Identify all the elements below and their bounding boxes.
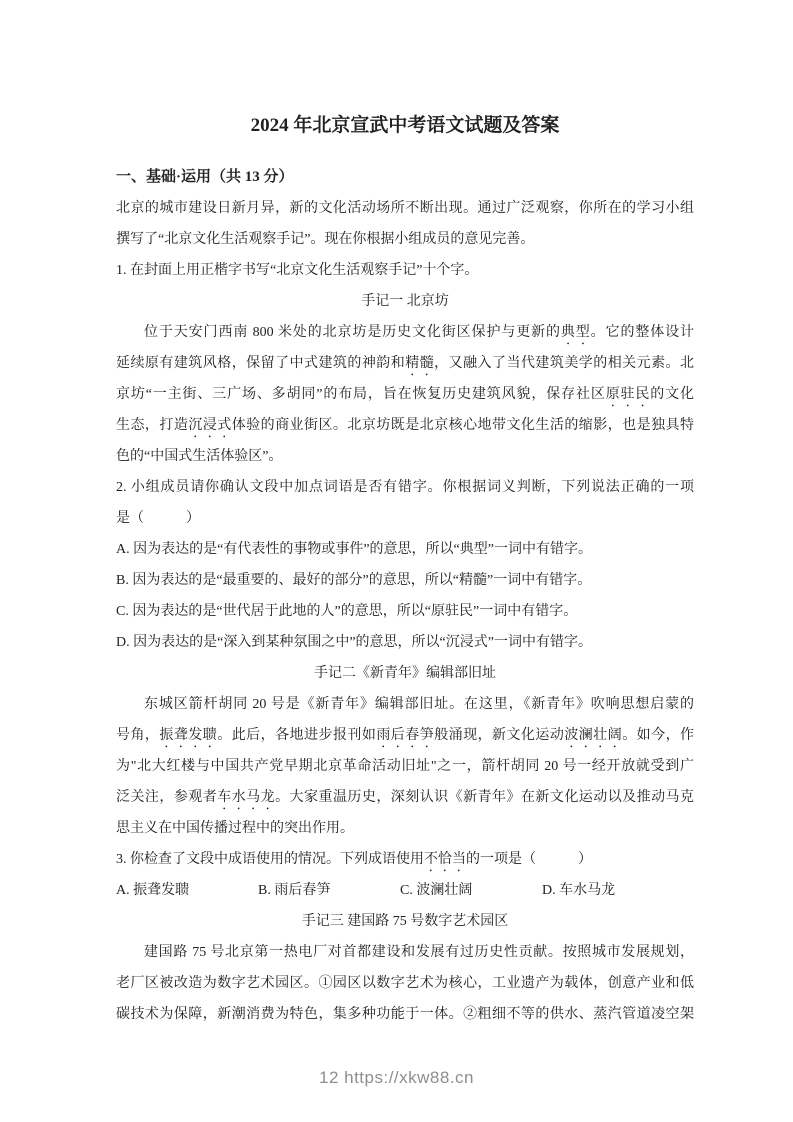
option-item: B. 雨后春笋	[258, 883, 331, 898]
text-line: A. 因为表达的是“有代表性的事物或事件”的意思，所以“典型”一词中有错字。	[116, 542, 592, 557]
text-line: 色的“中国式生活体验区”。	[116, 449, 283, 464]
text-line: 生态，打造沉浸式体验的商业街区。北京坊既是北京核心地带文化生活的缩影，也是独具特	[116, 418, 695, 433]
page-footer: 12 https://xkw88.cn	[318, 1068, 475, 1087]
text-line: 号角，振聋发聩。此后，各地进步报刊如雨后春笋般涌现，新文化运动波澜壮阔。如今，作	[116, 728, 695, 743]
text-line: 建国路 75 号北京第一热电厂对首都建设和发展有过历史性贡献。按照城市发展规划，	[144, 945, 694, 960]
option-item: D. 车水马龙	[542, 883, 616, 898]
emphasized-word: 波澜壮阔	[564, 728, 623, 743]
text-line: 为"北大红楼与中国共产党早期北京革命活动旧址"之一，箭杆胡同 20 号一经开放就受到广	[116, 759, 694, 774]
subheading: 手记二《新青年》编辑部旧址	[314, 666, 496, 681]
text-line: 1. 在封面上用正楷字书写“北京文化生活观察手记”十个字。	[116, 263, 479, 278]
emphasized-word: 车水马龙	[217, 790, 276, 805]
text-line: 老厂区被改造为数字艺术园区。①园区以数字艺术为核心，工业遗产为载体，创意产业和低	[116, 976, 694, 991]
subheading: 手记一 北京坊	[361, 294, 449, 309]
text-line: C. 因为表达的是“世代居于此地的人”的意思，所以“原驻民”一词中有错字。	[116, 604, 578, 619]
text-line: 东城区箭杆胡同 20 号是《新青年》编辑部旧址。在这里，《新青年》吹响思想启蒙的	[144, 697, 694, 712]
text-line: 2. 小组成员请你确认文段中加点词语是否有错字。你根据词义判断，下列说法正确的一项	[116, 480, 694, 495]
text-line: 3. 你检查了文段中成语使用的情况。下列成语使用不恰当的一项是（ ）	[116, 852, 592, 867]
text-line: 撰写了“北京文化生活观察手记”。现在你根据小组成员的意见完善。	[116, 232, 535, 247]
text-line: D. 因为表达的是“深入到某种氛围之中”的意思，所以“沉浸式”一词中有错字。	[116, 635, 592, 650]
option-item: C. 波澜壮阔	[400, 883, 473, 898]
emphasized-word: 振聋发聩	[159, 728, 218, 743]
emphasized-word: 不恰当	[424, 852, 466, 867]
emphasized-word: 雨后春笋	[376, 728, 435, 743]
emphasized-word: 原驻民	[605, 387, 651, 402]
subheading: 手记三 建国路 75 号数字艺术园区	[301, 914, 509, 929]
text-line: 碳技术为保障，新潮消费为特色，集多种功能于一体。②粗细不等的供水、蒸汽管道凌空架	[116, 1007, 694, 1022]
emphasized-word: 典型	[560, 325, 591, 340]
text-line: 是（ ）	[116, 511, 200, 526]
emphasized-word: 精髓	[405, 356, 435, 371]
text-line: 泛关注，参观者车水马龙。大家重温历史，深刻认识《新青年》在新文化运动以及推动马克	[116, 790, 695, 805]
options-row	[116, 875, 694, 906]
text-line: 京坊“一主街、三广场、多胡同”的布局，旨在恢复历史建筑风貌，保存社区原驻民的文化	[116, 387, 695, 402]
section-heading: 一、基础·运用（共 13 分）	[116, 169, 294, 185]
text-line: 位于天安门西南 800 米处的北京坊是历史文化街区保护与更新的典型。它的整体设计	[144, 325, 695, 340]
document-content	[116, 106, 694, 1030]
document-body	[116, 162, 694, 1030]
text-line: 北京的城市建设日新月异，新的文化活动场所不断出现。通过广泛观察，你所在的学习小组	[116, 201, 694, 216]
page-title: 2024 年北京宣武中考语文试题及答案	[250, 115, 560, 136]
emphasized-word: 沉浸式	[188, 418, 232, 433]
text-line: B. 因为表达的是“最重要的、最好的部分”的意思，所以“精髓”一词中有错字。	[116, 573, 592, 588]
text-line: 延续原有建筑风格，保留了中式建筑的神韵和精髓，又融入了当代建筑美学的相关元素。北	[116, 356, 695, 371]
text-line: 思主义在中国传播过程中的突出作用。	[116, 821, 354, 836]
option-item: A. 振聋发聩	[116, 883, 190, 898]
